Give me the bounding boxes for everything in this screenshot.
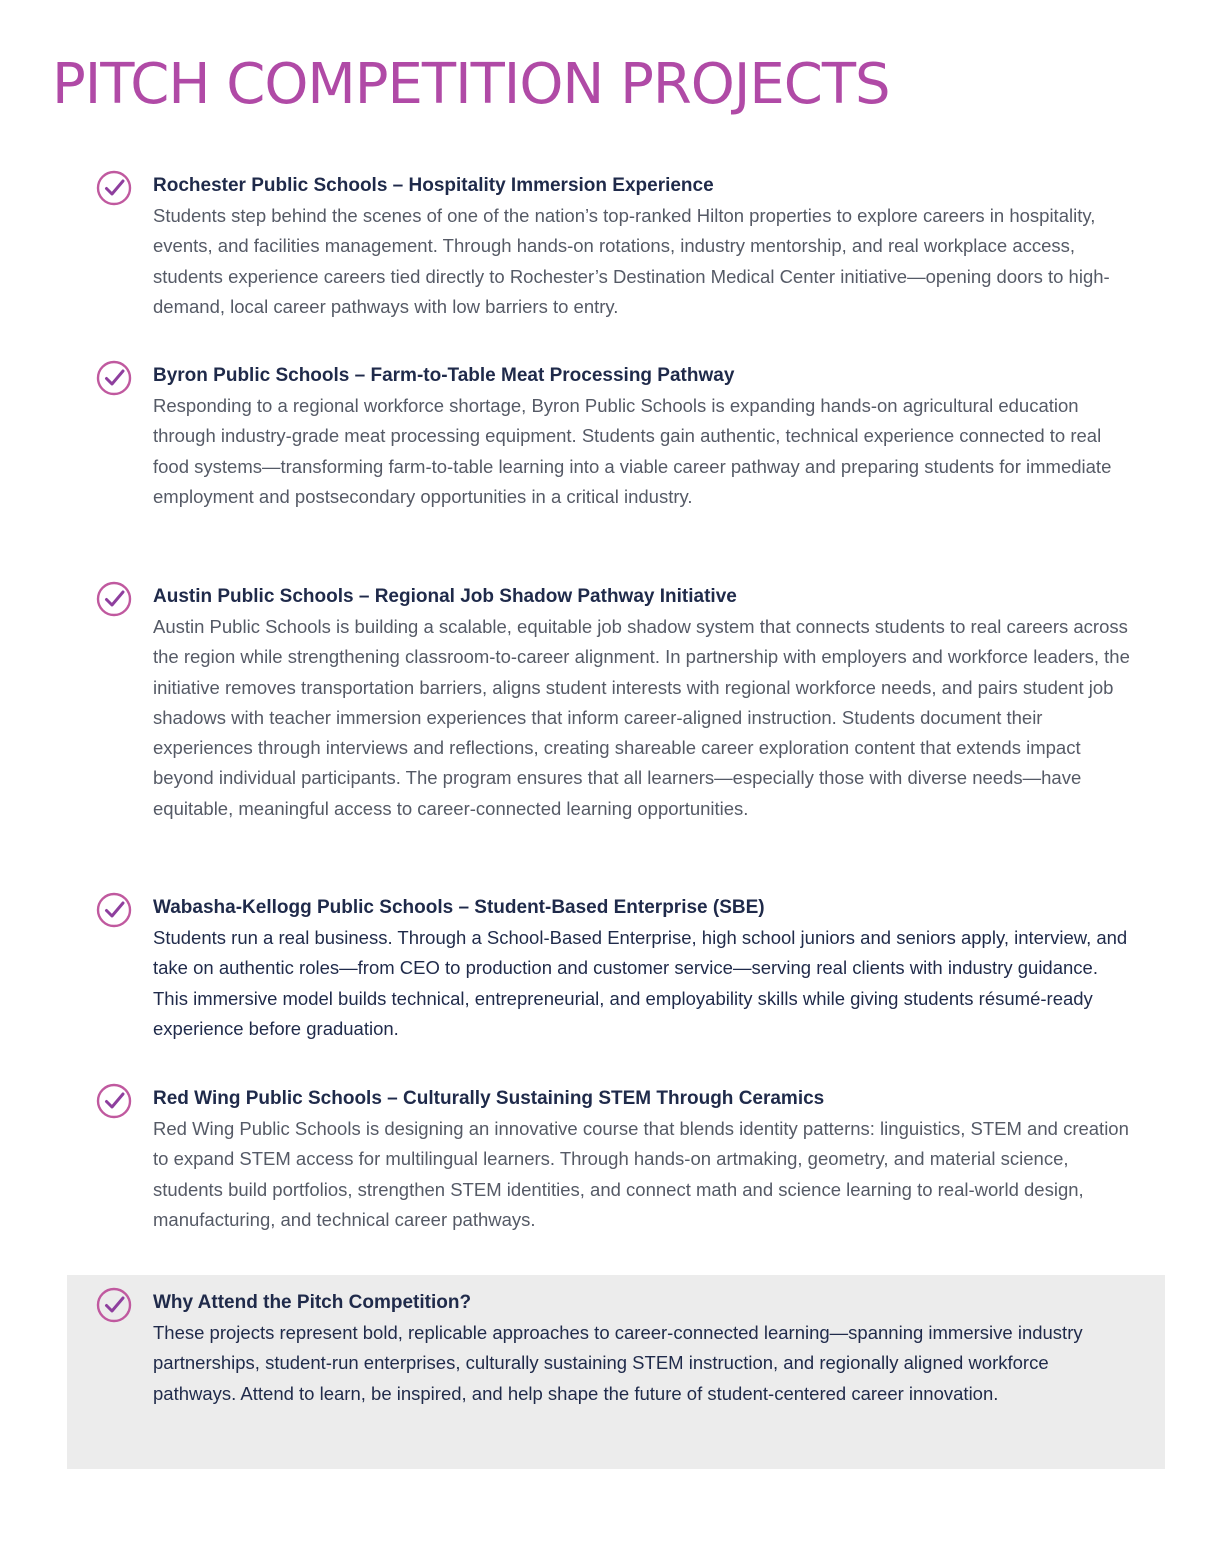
project-title: Red Wing Public Schools – Culturally Sustaining STEM Through Ceramics <box>153 1088 825 1109</box>
why-attend-title: Why Attend the Pitch Competition? <box>153 1292 472 1313</box>
project-description: Students run a real business. Through a School-Based Enterprise, high school juniors and seniors apply, interview, and take on authentic roles—from CEO to production and customer service—serving real clients with industry guidance. This immersive model builds technical, entrepreneurial, and employability skills while giving students résumé-ready experience before graduation. <box>153 927 1128 1039</box>
project-description: Austin Public Schools is building a scalable, equitable job shadow system that connects students to real careers across the region while strengthening classroom-to-career alignment. In partnership with employers and workforce leaders, the initiative removes transportation barriers, aligns student interests with regional workforce needs, and pairs student job shadows with teacher immersion experiences that inform career-aligned instruction. Students document their experiences through interviews and reflections, creating shareable career exploration content that extends impact beyond individual participants. The program ensures that all learners—especially those with diverse needs—have equitable, meaningful access to career-connected learning opportunities. <box>153 616 1130 819</box>
page-title: PITCH COMPETITION PROJECTS <box>52 52 890 117</box>
project-item-byron <box>95 361 1135 512</box>
project-title: Austin Public Schools – Regional Job Shadow Pathway Initiative <box>153 586 737 607</box>
why-attend-description: These projects represent bold, replicable approaches to career-connected learning—spanning immersive industry partnerships, student-run enterprises, culturally sustaining STEM instruction, and regionally aligned workforce pathways. Attend to learn, be inspired, and help shape the future of student-centered career innovation. <box>153 1322 1083 1404</box>
project-item-red-wing <box>95 1084 1135 1235</box>
project-title: Byron Public Schools – Farm-to-Table Meat Processing Pathway <box>153 365 735 386</box>
check-circle-icon <box>95 359 133 397</box>
project-item-rochester <box>95 171 1135 322</box>
project-description: Students step behind the scenes of one of the nation’s top-ranked Hilton properties to explore careers in hospitality, events, and facilities management. Through hands-on rotations, industry mentorship, and real workplace access, students experience careers tied directly to Rochester’s Destination Medical Center initiative—opening doors to high-demand, local career pathways with low barriers to entry. <box>153 205 1110 317</box>
project-title: Wabasha-Kellogg Public Schools – Student-Based Enterprise (SBE) <box>153 897 765 918</box>
project-description: Responding to a regional workforce shortage, Byron Public Schools is expanding hands-on agricultural education through industry-grade meat processing equipment. Students gain authentic, technical experience connected to real food systems—transforming farm-to-table learning into a viable career pathway and preparing students for immediate employment and postsecondary opportunities in a critical industry. <box>153 395 1112 507</box>
check-circle-icon <box>95 580 133 618</box>
project-title: Rochester Public Schools – Hospitality Immersion Experience <box>153 175 714 196</box>
why-attend-item <box>95 1288 1135 1409</box>
project-item-austin <box>95 582 1135 824</box>
check-circle-icon <box>95 1286 133 1324</box>
check-circle-icon <box>95 891 133 929</box>
project-item-wabasha-kellogg <box>95 893 1135 1044</box>
project-description: Red Wing Public Schools is designing an innovative course that blends identity patterns: linguistics, STEM and creation to expand STEM access for multilingual learners. Through hands-on artmaking, geometry, and material science, students build portfolios, strengthen STEM identities, and connect math and science learning to real-world design, manufacturing, and technical career pathways. <box>153 1118 1129 1230</box>
check-circle-icon <box>95 1082 133 1120</box>
check-circle-icon <box>95 169 133 207</box>
